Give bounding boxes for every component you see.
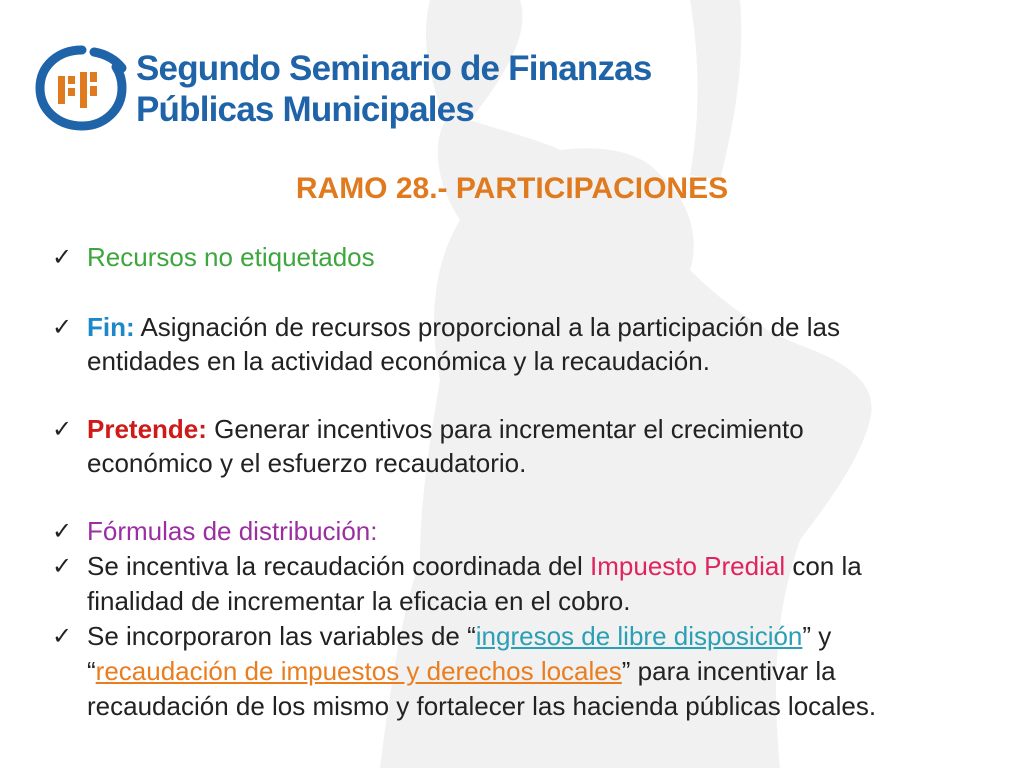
bullet-pretende-label: Pretende: [87,414,207,444]
check-icon: ✓ [52,622,73,650]
check-icon: ✓ [52,243,73,271]
bullet-pretende-text: Generar incentivos para incrementar el crecimiento [206,414,804,444]
check-icon: ✓ [52,552,73,580]
ingresos-libre-disposicion-link[interactable]: ingresos de libre disposición [475,621,803,651]
bullet-variables-line-3: recaudación de los mismo y fortalecer las hacienda públicas locales. [87,691,877,721]
bullet-variables-pre: Se incorporaron las variables de “ [87,621,476,651]
bullet-impuesto-pre: Se incentiva la recaudación coordinada del [87,551,591,581]
check-icon: ✓ [52,313,73,341]
bullet-pretende-line-1 [87,412,987,446]
bullet-formulas-text: Fórmulas de distribución: [87,516,378,546]
bullet-fin-text: Asignación de recursos proporcional a la participación de las [134,312,840,342]
seminar-title-line-1: Segundo Seminario de Finanzas [136,49,652,88]
bullet-fin-label: Fin: [87,312,135,342]
check-icon: ✓ [52,517,73,545]
bullet-recursos-text: Recursos no etiquetados [87,242,375,272]
seminar-title-line-2: Públicas Municipales [136,90,474,129]
bullet-impuesto-post: con la [785,551,862,581]
bullet-impuesto-line-2: finalidad de incrementar la eficacia en el cobro. [87,586,631,616]
bullet-pretende-line-2: económico y el esfuerzo recaudatorio. [87,448,527,478]
bullet-impuesto-line-1 [87,549,987,583]
recaudacion-impuestos-link[interactable]: recaudación de impuestos y derechos locales [95,656,622,686]
seminar-logo-icon [34,42,130,132]
bullet-variables-open-quote: “ [87,656,96,686]
slide-heading: RAMO 28.- PARTICIPACIONES [295,172,729,205]
bullet-fin-line-1 [87,310,987,344]
bullet-variables-line-1 [87,619,987,653]
seminar-title [136,48,652,130]
check-icon: ✓ [52,415,73,443]
bullet-variables-post: ” para incentivar la [621,656,836,686]
bullet-variables-mid: ” y [802,621,832,651]
bullet-fin-line-2: entidades en la actividad económica y la recaudación. [87,346,710,376]
impuesto-predial-highlight: Impuesto Predial [590,551,786,581]
bullet-variables-line-2 [87,654,987,688]
